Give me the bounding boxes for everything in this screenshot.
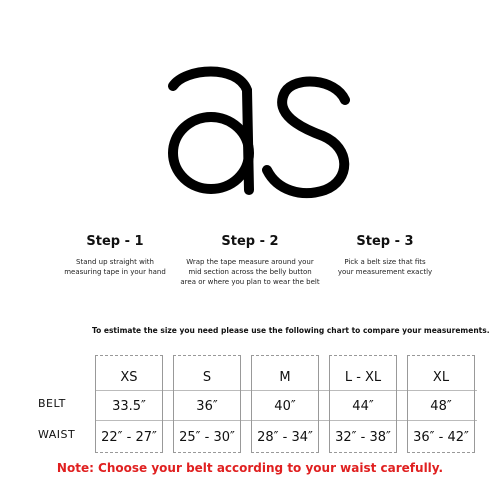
chart-intro-text: To estimate the size you need please use the following chart to compare your measurements. <box>92 326 490 335</box>
step-3-line-2: your measurement exactly <box>337 268 433 276</box>
size-column-m <box>251 355 319 453</box>
waist-range: 22″ - 27″ <box>101 430 157 445</box>
size-column-l-xl <box>329 355 397 453</box>
step-2-line-2: mid section across the belly button <box>188 268 312 276</box>
belt-length: 36″ <box>196 399 218 414</box>
waist-range: 25″ - 30″ <box>179 430 235 445</box>
sizing-note: Note: Choose your belt according to your waist carefully. <box>56 461 444 475</box>
step-3-line-1: Pick a belt size that fits <box>344 258 426 266</box>
size-column-xl <box>407 355 475 453</box>
waist-range: 36″ - 42″ <box>413 430 469 445</box>
belt-length: 48″ <box>430 399 452 414</box>
size-label: L - XL <box>344 370 382 385</box>
step-2-line-1: Wrap the tape measure around your <box>186 258 314 266</box>
size-label: XS <box>120 370 138 385</box>
step-3 <box>300 234 470 277</box>
size-label: M <box>279 370 291 385</box>
size-column-xs <box>95 355 163 453</box>
row-label-belt: BELT <box>38 397 66 410</box>
step-1-line-1: Stand up straight with <box>76 258 154 266</box>
step-3-title: Step - 3 <box>356 234 414 249</box>
waist-range: 28″ - 34″ <box>257 430 313 445</box>
belt-length: 33.5″ <box>112 399 146 414</box>
waist-range: 32″ - 38″ <box>335 430 391 445</box>
size-column-s <box>173 355 241 453</box>
size-label: XL <box>432 370 450 385</box>
row-label-waist: WAIST <box>38 428 76 441</box>
step-1-line-2: measuring tape in your hand <box>64 268 166 276</box>
step-1-title: Step - 1 <box>86 234 144 249</box>
step-2-title: Step - 2 <box>221 234 279 249</box>
as-logo <box>155 40 355 220</box>
belt-length: 44″ <box>352 399 374 414</box>
belt-length: 40″ <box>274 399 296 414</box>
step-3-text <box>300 257 470 277</box>
size-label: S <box>202 370 212 385</box>
step-2-line-3: area or where you plan to wear the belt <box>180 278 320 286</box>
